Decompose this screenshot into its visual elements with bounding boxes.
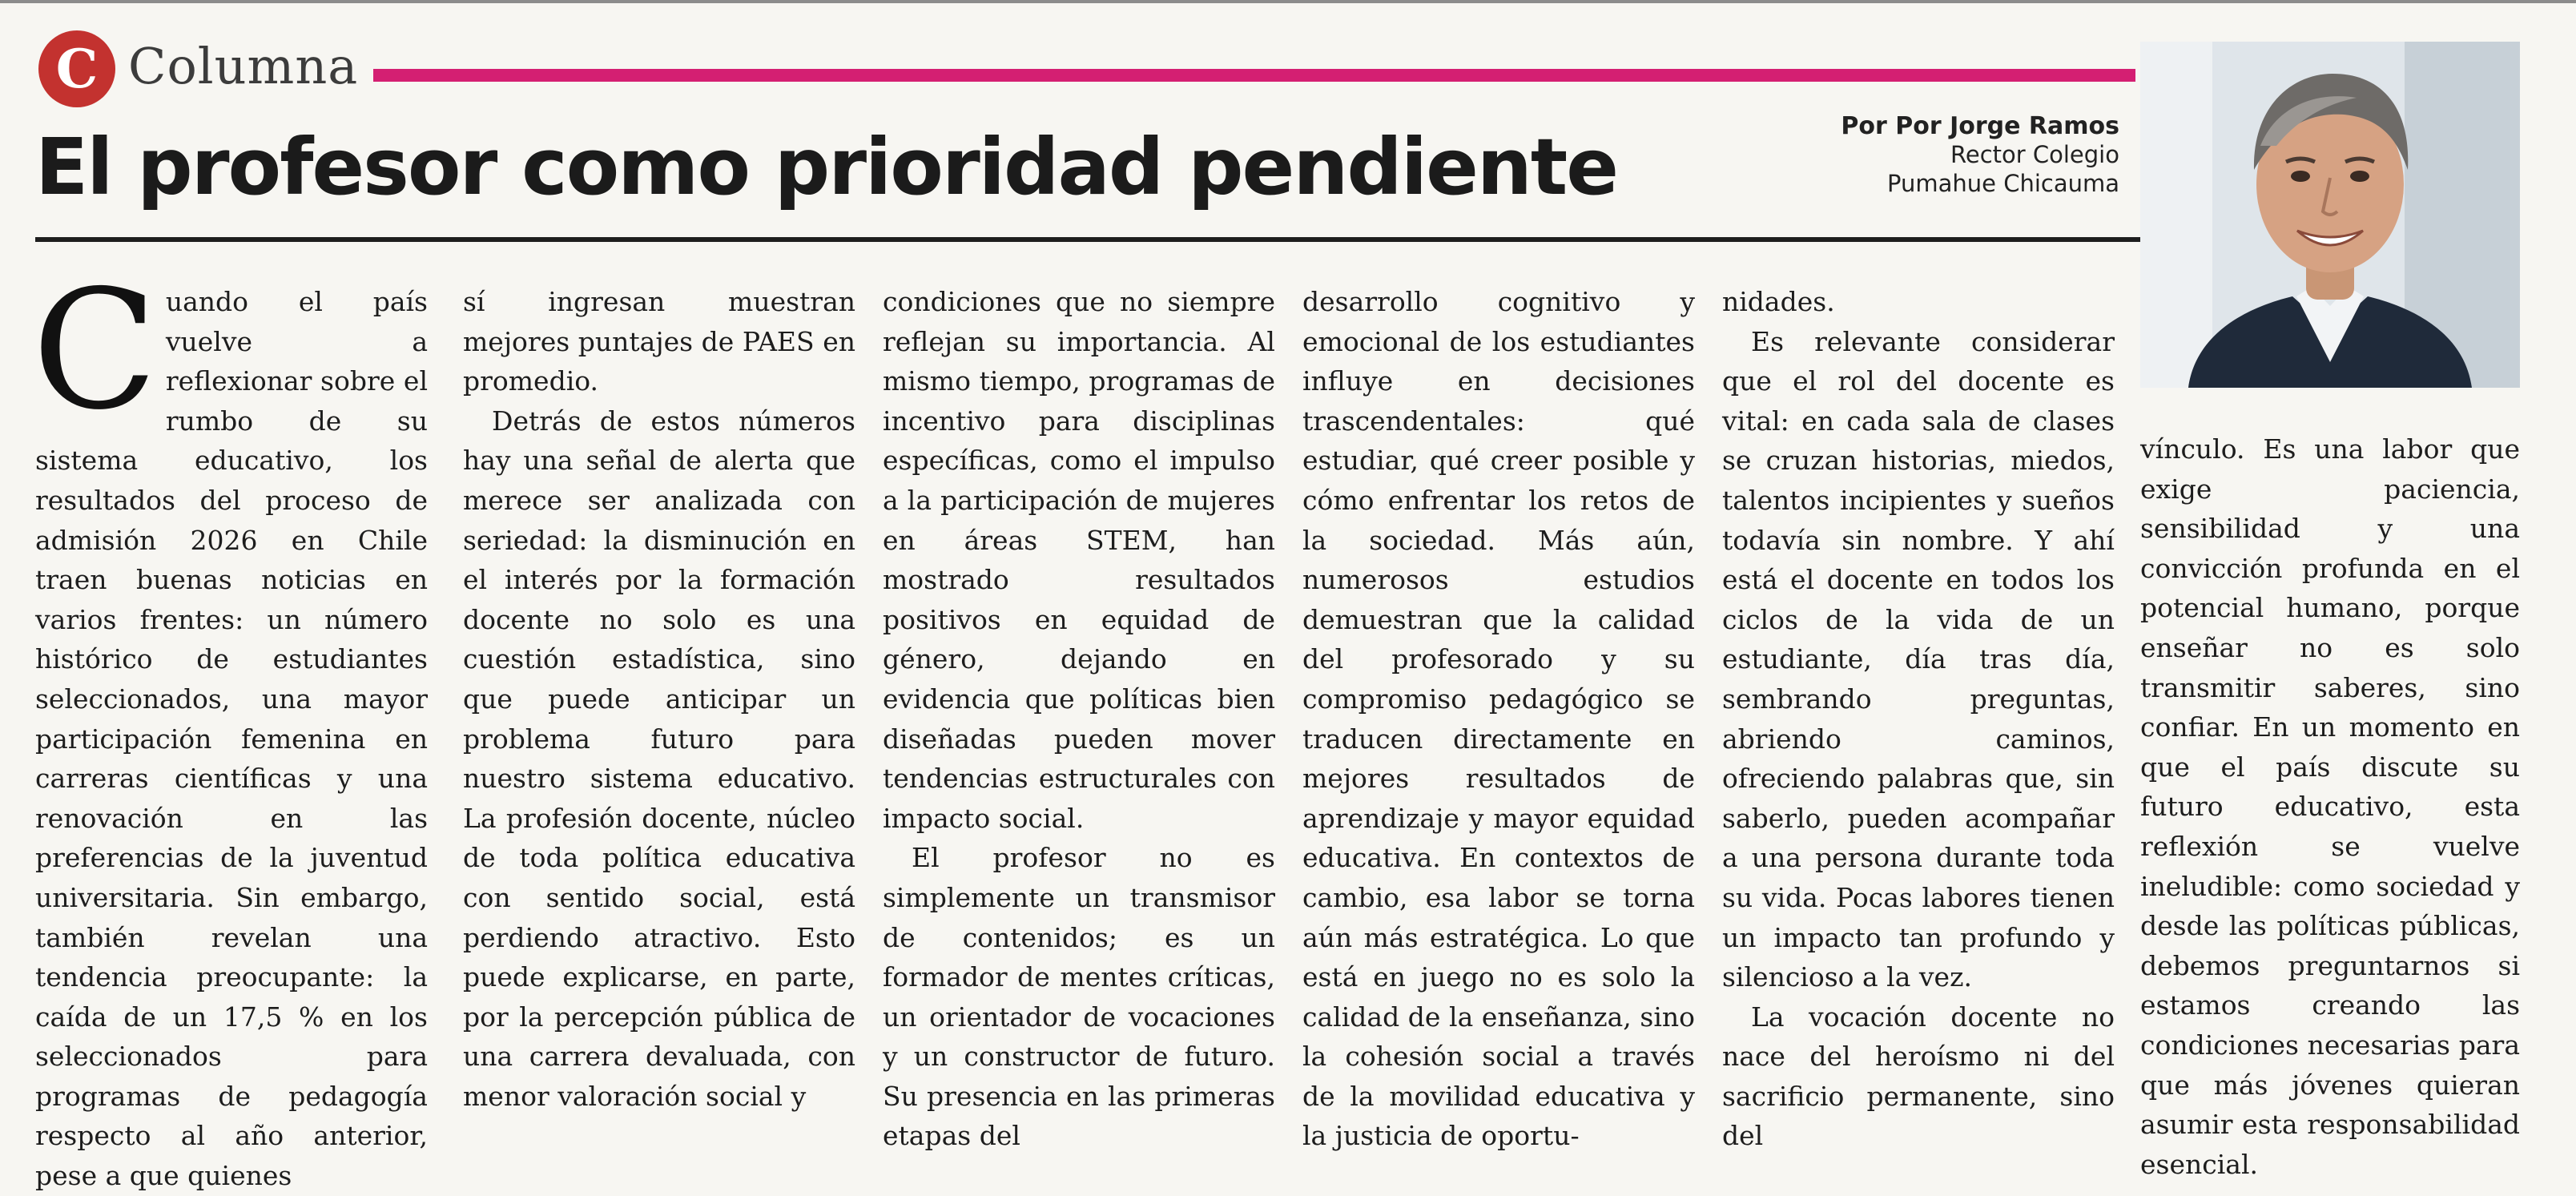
accent-bar xyxy=(373,69,2135,82)
headline: El profesor como prioridad pendiente xyxy=(35,122,1618,212)
author-role-line2: Pumahue Chicauma xyxy=(1887,170,2119,197)
top-border xyxy=(0,0,2576,3)
paragraph: condiciones que no siempre reflejan su importancia. Al mismo tiempo, programas de incentivo para disciplinas específicas, como el impulso a la participación de mujeres en áreas STEM, han mostrado resultados positivos en equidad de género, dejando en evidencia que políticas bien diseñadas pueden mover tendencias estructurales con impacto social. xyxy=(883,286,1275,834)
paragraph: nidades. xyxy=(1722,286,1835,317)
paragraph: La vocación docente no nace del heroísmo ni del sacrificio permanente, sino del xyxy=(1722,1001,2115,1152)
paragraph: Detrás de estos números hay una señal de alerta que merece ser analizada con seriedad: la disminución en el interés por la formación docente no solo es una cuestión estadística, sino que puede anticipar un problema futuro para nuestro sistema educativo. La profesión docente, núcleo de toda política educativa con sentido social, está perdiendo atractivo. Esto puede explicarse, en parte, por la percepción pública de una carrera devaluada, con menor valoración social y xyxy=(463,405,855,1112)
section-label: Columna xyxy=(128,37,359,95)
paragraph: desarrollo cognitivo y emocional de los estudiantes influye en decisiones trascendentales: qué estudiar, qué creer posible y cómo enfrentar los retos de la sociedad. Más aún, numerosos estudios demuestran que la calidad del profesorado y su compromiso pedagógico se traducen directamente en mejores resultados de aprendizaje y mayor equidad educativa. En contextos de cambio, esa labor se torna aún más estratégica. Lo que está en juego no es solo la calidad de la enseñanza, sino la cohesión social a través de la movilidad educativa y la justicia de oportu- xyxy=(1302,286,1695,1152)
author-portrait-icon xyxy=(2140,42,2520,388)
column-badge: C xyxy=(38,30,115,107)
author-role-line1: Rector Colegio xyxy=(1950,141,2119,168)
paragraph: vínculo. Es una labor que exige paciencia, sensibilidad y una convicción profunda en el potencial humano, porque enseñar no es solo transmitir saberes, sino confiar. En un momento en que el país discute su futuro educativo, esta reflexión se vuelve ineludible: como sociedad y desde las políticas públicas, debemos preguntarnos si estamos creando las condiciones necesarias para que más jóvenes quieran asumir esta responsabilidad esencial. xyxy=(2140,433,2520,1180)
headline-rule xyxy=(35,237,2140,242)
byline xyxy=(1841,112,2119,198)
paragraph: El profesor no es simplemente un transmisor de contenidos; es un formador de mentes críticas, un orientador de vocaciones y un constructor de futuro. Su presencia en las primeras etapas del xyxy=(883,842,1275,1152)
author-photo xyxy=(2140,42,2520,388)
article-column-6 xyxy=(2140,429,2520,1184)
article-column-2 xyxy=(463,282,855,1116)
author-name: Por Por Jorge Ramos xyxy=(1841,112,2119,140)
article-column-1 xyxy=(32,256,428,1196)
paragraph: Es relevante considerar que el rol del docente es vital: en cada sala de clases se cruzan historias, miedos, talentos incipientes y sueños todavía sin nombre. Y ahí está el docente en todos los ciclos de la vida de un estudiante, día tras día, sembrando preguntas, abriendo caminos, ofreciendo palabras que, sin saberlo, pueden acompañar a una persona durante toda su vida. Pocas labores tienen un impacto tan profundo y silencioso a la vez. xyxy=(1722,325,2115,993)
drop-cap: C xyxy=(32,256,158,446)
paragraph: sí ingresan muestran mejores puntajes de PAES en promedio. xyxy=(463,286,855,397)
article-column-5 xyxy=(1722,282,2115,1156)
article-column-3 xyxy=(883,282,1275,1156)
paragraph: uando el país vuelve a reflexionar sobre el rumbo de su sistema educativo, los resultados del proceso de admisión 2026 en Chile traen buenas noticias en varios frentes: un número histórico de estudiantes seleccionados, una mayor participación femenina en carreras científicas y una renovación en las preferencias de la juventud universitaria. Sin embargo, también revelan una tendencia preocupante: la caída de un 17,5 % en los seleccionados para programas de pedagogía respecto al año anterior, pese a que quienes xyxy=(35,286,428,1192)
article-column-4 xyxy=(1302,282,1695,1156)
